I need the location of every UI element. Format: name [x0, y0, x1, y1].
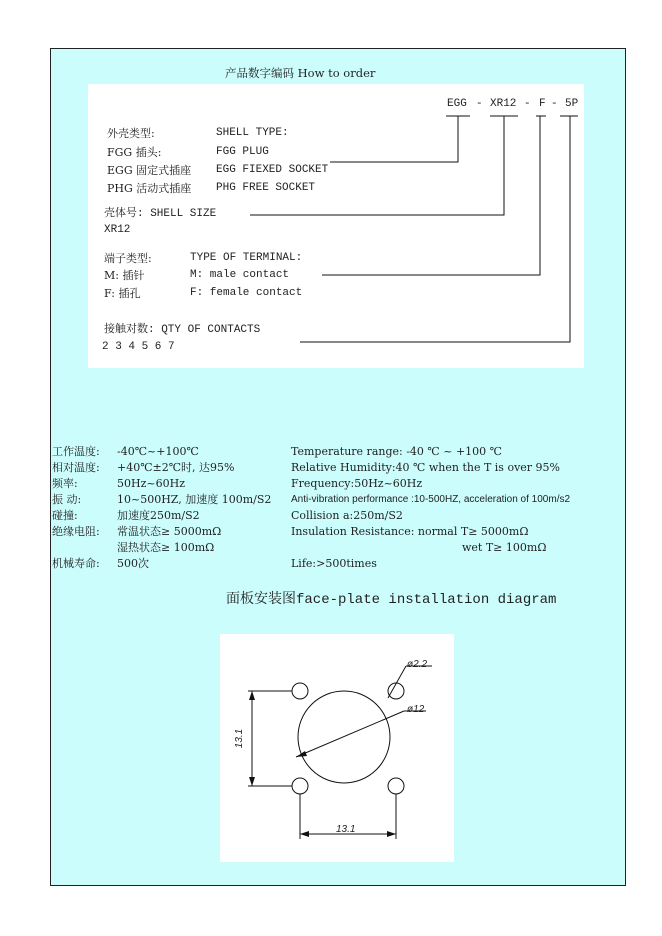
code-dash-3: -: [551, 98, 558, 110]
spec-en: Life:>500times: [291, 557, 377, 570]
mount-hole-bottom-right: [388, 778, 404, 794]
spec-label: 相对温度:: [52, 461, 100, 474]
leader-terminal: [322, 116, 540, 275]
leader-contacts: [300, 116, 570, 342]
spec-en: wet T≥ 100mΩ: [462, 541, 547, 554]
arrow-bottom: [249, 777, 255, 786]
diagram-title: 面板安装图face-plate installation diagram: [226, 592, 557, 608]
spec-label: 工作温度:: [52, 445, 100, 458]
spec-label: 绝缘电阻:: [52, 525, 100, 538]
spec-label: 频率:: [52, 477, 78, 490]
dim-vertical: 13.1: [234, 728, 246, 749]
leader-shell-type: [330, 116, 458, 162]
code-contacts: 5P: [565, 98, 579, 110]
order-code-box: [88, 84, 584, 368]
shell-type-fgg-en: FGG PLUG: [216, 146, 269, 158]
terminal-male-cn: M: 插针: [104, 269, 145, 282]
terminal-female-cn: F: 插孔: [104, 287, 141, 300]
code-terminal: F: [539, 98, 546, 110]
terminal-label-cn: 端子类型:: [104, 252, 152, 265]
spec-label: 振 动:: [52, 493, 82, 506]
spec-value: +40℃±2℃时, 达95%: [117, 461, 235, 474]
spec-label: 机械寿命:: [52, 557, 100, 570]
order-heading: 产品数字编码 How to order: [225, 66, 376, 80]
shell-type-phg-en: PHG FREE SOCKET: [216, 182, 316, 194]
spec-value: 常温状态≥ 5000mΩ: [117, 525, 222, 538]
leader-shell-size: [250, 116, 504, 215]
contacts-label: 接触对数: QTY OF CONTACTS: [104, 324, 261, 336]
terminal-label-en: TYPE OF TERMINAL:: [190, 252, 303, 264]
code-shell-size: XR12: [490, 98, 517, 110]
contacts-values: 2 3 4 5 6 7: [102, 341, 175, 353]
shell-type-label-en: SHELL TYPE:: [216, 127, 289, 139]
terminal-female-en: F: female contact: [190, 287, 303, 299]
spec-en: Temperature range: -40 ℃ ~ +100 ℃: [291, 445, 502, 458]
spec-label: 碰撞:: [52, 509, 78, 522]
spec-value: 10~500HZ, 加速度 100m/S2: [117, 493, 272, 506]
spec-value: 500次: [117, 557, 149, 570]
dim-small-hole: ø2.2: [407, 659, 428, 670]
shell-size-value: XR12: [104, 224, 131, 236]
arrow-top: [249, 691, 255, 700]
shell-type-egg-en: EGG FIEXED SOCKET: [216, 164, 329, 176]
code-shell-type: EGG: [447, 98, 467, 110]
spec-value: 50Hz~60Hz: [117, 477, 185, 490]
order-leader-lines: [88, 84, 584, 368]
mount-hole-bottom-left: [292, 778, 308, 794]
mount-hole-top-right: [388, 683, 404, 699]
arrow-right: [387, 831, 396, 837]
shell-type-fgg-cn: FGG 插头:: [107, 146, 162, 159]
shell-type-phg-cn: PHG 活动式插座: [107, 182, 192, 195]
arrow-large-hole: [296, 751, 307, 757]
shell-type-label-cn: 外壳类型:: [107, 127, 155, 140]
spec-en: Insulation Resistance: normal T≥ 5000mΩ: [291, 525, 529, 538]
code-dash-2: -: [524, 98, 531, 110]
dim-horizontal: 13.1: [336, 824, 356, 835]
code-dash-1: -: [476, 98, 483, 110]
dim-large-hole: ø12: [407, 704, 425, 715]
spec-value: -40℃~+100℃: [117, 445, 199, 458]
spec-en: Collision a:250m/S2: [291, 509, 403, 522]
terminal-male-en: M: male contact: [190, 269, 290, 281]
mount-hole-top-left: [292, 683, 308, 699]
shell-type-egg-cn: EGG 固定式插座: [107, 164, 192, 177]
spec-en: Anti-vibration performance :10-500HZ, acceleration of 100m/s2: [291, 494, 571, 505]
spec-en: Frequency:50Hz~60Hz: [291, 477, 423, 490]
face-plate-diagram: [220, 634, 454, 862]
spec-en: Relative Humidity:40 ℃ when the T is over 95%: [291, 461, 560, 474]
spec-value: 湿热状态≥ 100mΩ: [117, 541, 215, 554]
shell-size-label: 壳体号: SHELL SIZE: [104, 208, 217, 220]
arrow-left: [300, 831, 309, 837]
spec-value: 加速度250m/S2: [117, 509, 200, 522]
